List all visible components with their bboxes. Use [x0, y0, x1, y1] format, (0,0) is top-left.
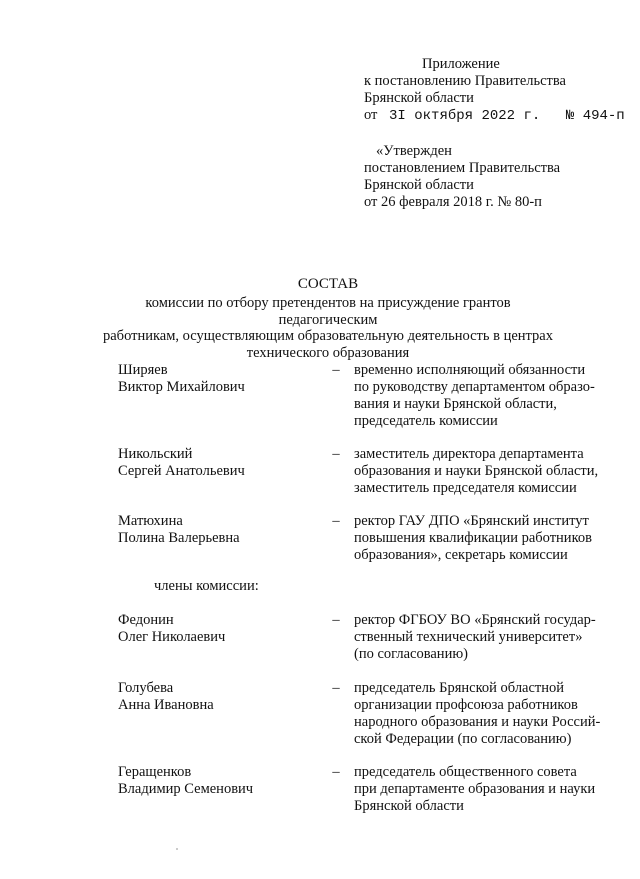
member-given-name: Сергей Анатольевич [118, 463, 245, 479]
member-given-name: Олег Николаевич [118, 629, 226, 645]
member-role [354, 680, 614, 748]
member-entry [118, 446, 614, 497]
member-surname: Ширяев [118, 362, 168, 378]
scan-speck [176, 848, 178, 850]
role-line: при департаменте образования и науки [354, 781, 596, 797]
member-name [118, 764, 328, 798]
member-entry [118, 362, 614, 430]
member-name [118, 446, 328, 480]
member-role [354, 764, 614, 815]
role-line: народного образования и науки Россий- [354, 714, 601, 730]
role-line: ректор ФГБОУ ВО «Брянский государ- [354, 612, 596, 628]
role-line: ской Федерации (по согласованию) [354, 731, 572, 747]
role-line: заместитель директора департамента [354, 446, 584, 462]
members-label: члены комиссии: [154, 578, 259, 594]
member-surname: Голубева [118, 680, 174, 696]
role-line: ственный технический университет» [354, 629, 583, 645]
approved-line: Брянской области [364, 177, 474, 193]
document-number: № 494-п [565, 108, 625, 124]
member-role [354, 513, 614, 564]
dash: – [332, 446, 340, 462]
member-role [354, 446, 614, 497]
role-line: вания и науки Брянской области, [354, 396, 557, 412]
role-line: председатель комиссии [354, 413, 498, 429]
date-prefix: от [364, 107, 378, 123]
subtitle-line: технического образования [246, 344, 410, 361]
dash: – [332, 362, 340, 378]
member-given-name: Виктор Михайлович [118, 379, 245, 395]
member-surname: Никольский [118, 446, 193, 462]
role-line: повышения квалификации работников [354, 530, 592, 546]
dash: – [332, 680, 340, 696]
document-date: 3I октября 2022 г. [389, 108, 541, 124]
document-title [100, 276, 556, 361]
member-given-name: Полина Валерьевна [118, 530, 240, 546]
member-role [354, 362, 614, 430]
member-surname: Матюхина [118, 513, 183, 529]
role-line: председатель общественного совета [354, 764, 577, 780]
member-name [118, 362, 328, 396]
dash: – [332, 612, 340, 628]
approved-line: постановлением Правительства [364, 160, 561, 176]
member-given-name: Владимир Семенович [118, 781, 254, 797]
role-line: по руководству департаментом образо- [354, 379, 595, 395]
approved-title: «Утвержден [376, 143, 452, 159]
appendix-line: Брянской области [364, 90, 474, 106]
member-name [118, 612, 328, 646]
appendix-title: Приложение [422, 56, 500, 72]
member-entry [118, 764, 614, 815]
role-line: организации профсоюза работников [354, 697, 578, 713]
role-line: образования», секретарь комиссии [354, 547, 568, 563]
role-line: председатель Брянской областной [354, 680, 565, 696]
member-entry [118, 680, 614, 748]
dash: – [332, 764, 340, 780]
member-entry [118, 513, 614, 564]
role-line: образования и науки Брянской области, [354, 463, 599, 479]
member-surname: Федонин [118, 612, 174, 628]
appendix-header [364, 56, 634, 124]
role-line: ректор ГАУ ДПО «Брянский институт [354, 513, 589, 529]
member-surname: Геращенков [118, 764, 192, 780]
approved-line: от 26 февраля 2018 г. № 80-п [364, 194, 542, 210]
role-line: заместитель председателя комиссии [354, 480, 577, 496]
member-name [118, 513, 328, 547]
approved-block [364, 143, 634, 211]
member-role [354, 612, 614, 663]
role-line: временно исполняющий обязанности [354, 362, 586, 378]
member-name [118, 680, 328, 714]
role-line: Брянской области [354, 798, 464, 814]
subtitle-line: комиссии по отбору претендентов на присуждение грантов педагогическим [145, 295, 511, 328]
member-given-name: Анна Ивановна [118, 697, 214, 713]
appendix-date-line [364, 107, 634, 124]
dash: – [332, 513, 340, 529]
appendix-line: к постановлению Правительства [364, 73, 566, 89]
member-entry [118, 612, 614, 663]
page-title: СОСТАВ [297, 276, 359, 292]
subtitle-line: работникам, осуществляющим образовательную деятельность в центрах [103, 328, 553, 344]
role-line: (по согласованию) [354, 646, 468, 662]
